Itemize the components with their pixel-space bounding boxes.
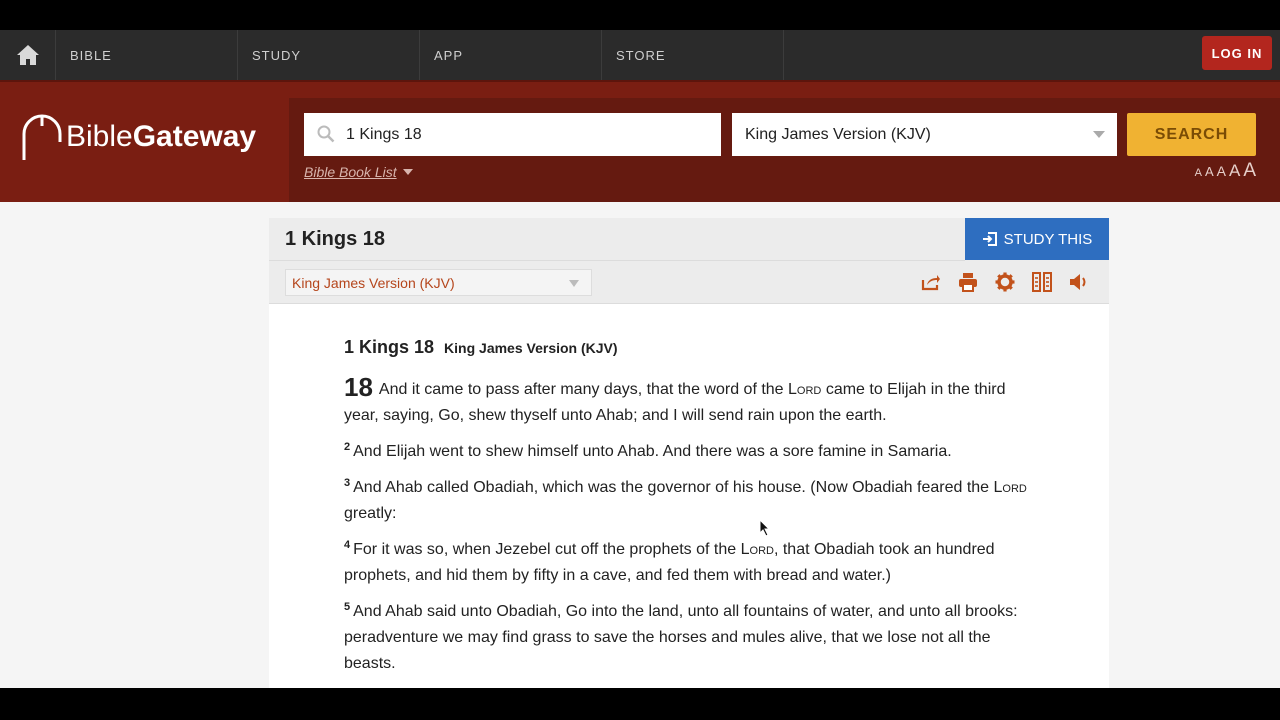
audio-button[interactable]: [1067, 270, 1091, 294]
passage-text: [344, 334, 1034, 687]
logo-text-gateway: Gateway: [132, 120, 257, 153]
verse-3: [344, 475, 1034, 527]
window-bottom-bar: [0, 688, 1280, 720]
mouse-cursor-icon: [759, 519, 771, 537]
gear-icon: [995, 272, 1015, 292]
verse-text: And Elijah went to shew himself unto Ahab. And there was a sore famine in Samaria.: [353, 443, 952, 460]
search-button[interactable]: SEARCH: [1127, 113, 1256, 156]
nav-item-bible[interactable]: [56, 30, 238, 80]
share-button[interactable]: [919, 270, 943, 294]
search-input-value: 1 Kings 18: [346, 125, 422, 143]
passage-version-select[interactable]: [285, 269, 592, 296]
toolbar-divider: [269, 260, 965, 261]
settings-button[interactable]: [993, 270, 1017, 294]
chevron-down-icon: [1093, 131, 1105, 138]
nav-item-label: STORE: [616, 47, 666, 63]
font-size-xs[interactable]: A: [1194, 167, 1202, 179]
nav-item-label: APP: [434, 47, 464, 63]
logo-text-bible: Bible: [66, 120, 133, 153]
font-size-s[interactable]: A: [1204, 164, 1214, 179]
search-input[interactable]: [304, 113, 721, 156]
verse-text: greatly:: [344, 505, 397, 522]
verse-1: [344, 372, 1034, 429]
font-size-l[interactable]: A: [1228, 161, 1241, 180]
search-panel: [289, 98, 1280, 202]
passage-title-ref: 1 Kings 18: [344, 337, 435, 357]
login-button[interactable]: LOG IN: [1202, 36, 1272, 70]
lord-small-caps: Lord: [788, 381, 822, 398]
passage-title: [344, 334, 1034, 361]
version-select-value: King James Version (KJV): [745, 125, 931, 143]
top-navigation: [0, 30, 1280, 80]
lord-small-caps: Lord: [740, 541, 774, 558]
passage-tools: [919, 270, 1091, 294]
share-icon: [921, 273, 941, 291]
nav-item-study[interactable]: [238, 30, 420, 80]
verse-text: came to Elijah in the third year, saying, Go, shew thyself unto Ahab; and I will send rain upon the earth.: [344, 381, 1006, 424]
home-button[interactable]: [0, 30, 56, 80]
verse-2: [344, 439, 1034, 465]
passage-reference: 1 Kings 18: [285, 228, 386, 250]
nav-item-label: STUDY: [252, 47, 302, 63]
search-icon: [317, 125, 335, 143]
version-select[interactable]: [732, 113, 1117, 156]
passage-toolbar: [269, 218, 1109, 304]
passage-panel: [269, 218, 1109, 688]
font-size-controls: [1195, 160, 1256, 182]
study-button-label: STUDY THIS: [1003, 230, 1093, 248]
biblegateway-logo[interactable]: [20, 112, 256, 162]
font-size-xl[interactable]: A: [1243, 160, 1256, 181]
chevron-down-icon: [403, 169, 413, 175]
main-content: [0, 202, 1280, 688]
verse-text: And Ahab called Obadiah, which was the governor of his house. (Now Obadiah feared the: [353, 479, 994, 496]
passage-version-value: King James Version (KJV): [292, 274, 455, 291]
lord-small-caps: Lord: [993, 479, 1027, 496]
nav-item-app[interactable]: [420, 30, 602, 80]
verse-text: And it came to pass after many days, that the word of the: [378, 381, 789, 398]
passage-title-version: King James Version (KJV): [444, 340, 618, 356]
study-icon: [982, 231, 998, 247]
nav-item-store[interactable]: [602, 30, 784, 80]
book-list-label: Bible Book List: [304, 164, 397, 180]
verse-number: 4: [344, 538, 351, 551]
chapter-number: 18: [344, 372, 373, 402]
nav-item-label: BIBLE: [70, 47, 112, 63]
verse-text: , that Obadiah took an hundred prophets, and hid them by fifty in a cave, and fed them with bread and water.): [344, 541, 995, 584]
parallel-columns-icon: [1032, 272, 1052, 292]
chevron-down-icon: [569, 280, 579, 287]
verse-number: 2: [344, 440, 351, 453]
study-this-button[interactable]: [965, 218, 1109, 260]
verse-5: [344, 599, 1034, 677]
site-header: [0, 80, 1280, 202]
speaker-icon: [1069, 273, 1089, 291]
print-icon: [958, 272, 978, 292]
verse-number: 5: [344, 600, 351, 613]
font-size-m[interactable]: A: [1216, 163, 1226, 179]
verse-number: 3: [344, 476, 351, 489]
print-button[interactable]: [956, 270, 980, 294]
parallel-view-button[interactable]: [1030, 270, 1054, 294]
bible-book-list-link[interactable]: [304, 164, 413, 180]
verse-text: And Ahab said unto Obadiah, Go into the land, unto all fountains of water, and unto all brooks: peradventure we may find grass to save the horses and mules alive, that we lose not all the beasts.: [344, 603, 1018, 672]
verse-4: [344, 537, 1034, 589]
verse-text: For it was so, when Jezebel cut off the prophets of the: [353, 541, 741, 558]
window-top-bar: [0, 0, 1280, 30]
home-icon: [16, 44, 40, 66]
logo-arch-icon: [20, 112, 64, 162]
